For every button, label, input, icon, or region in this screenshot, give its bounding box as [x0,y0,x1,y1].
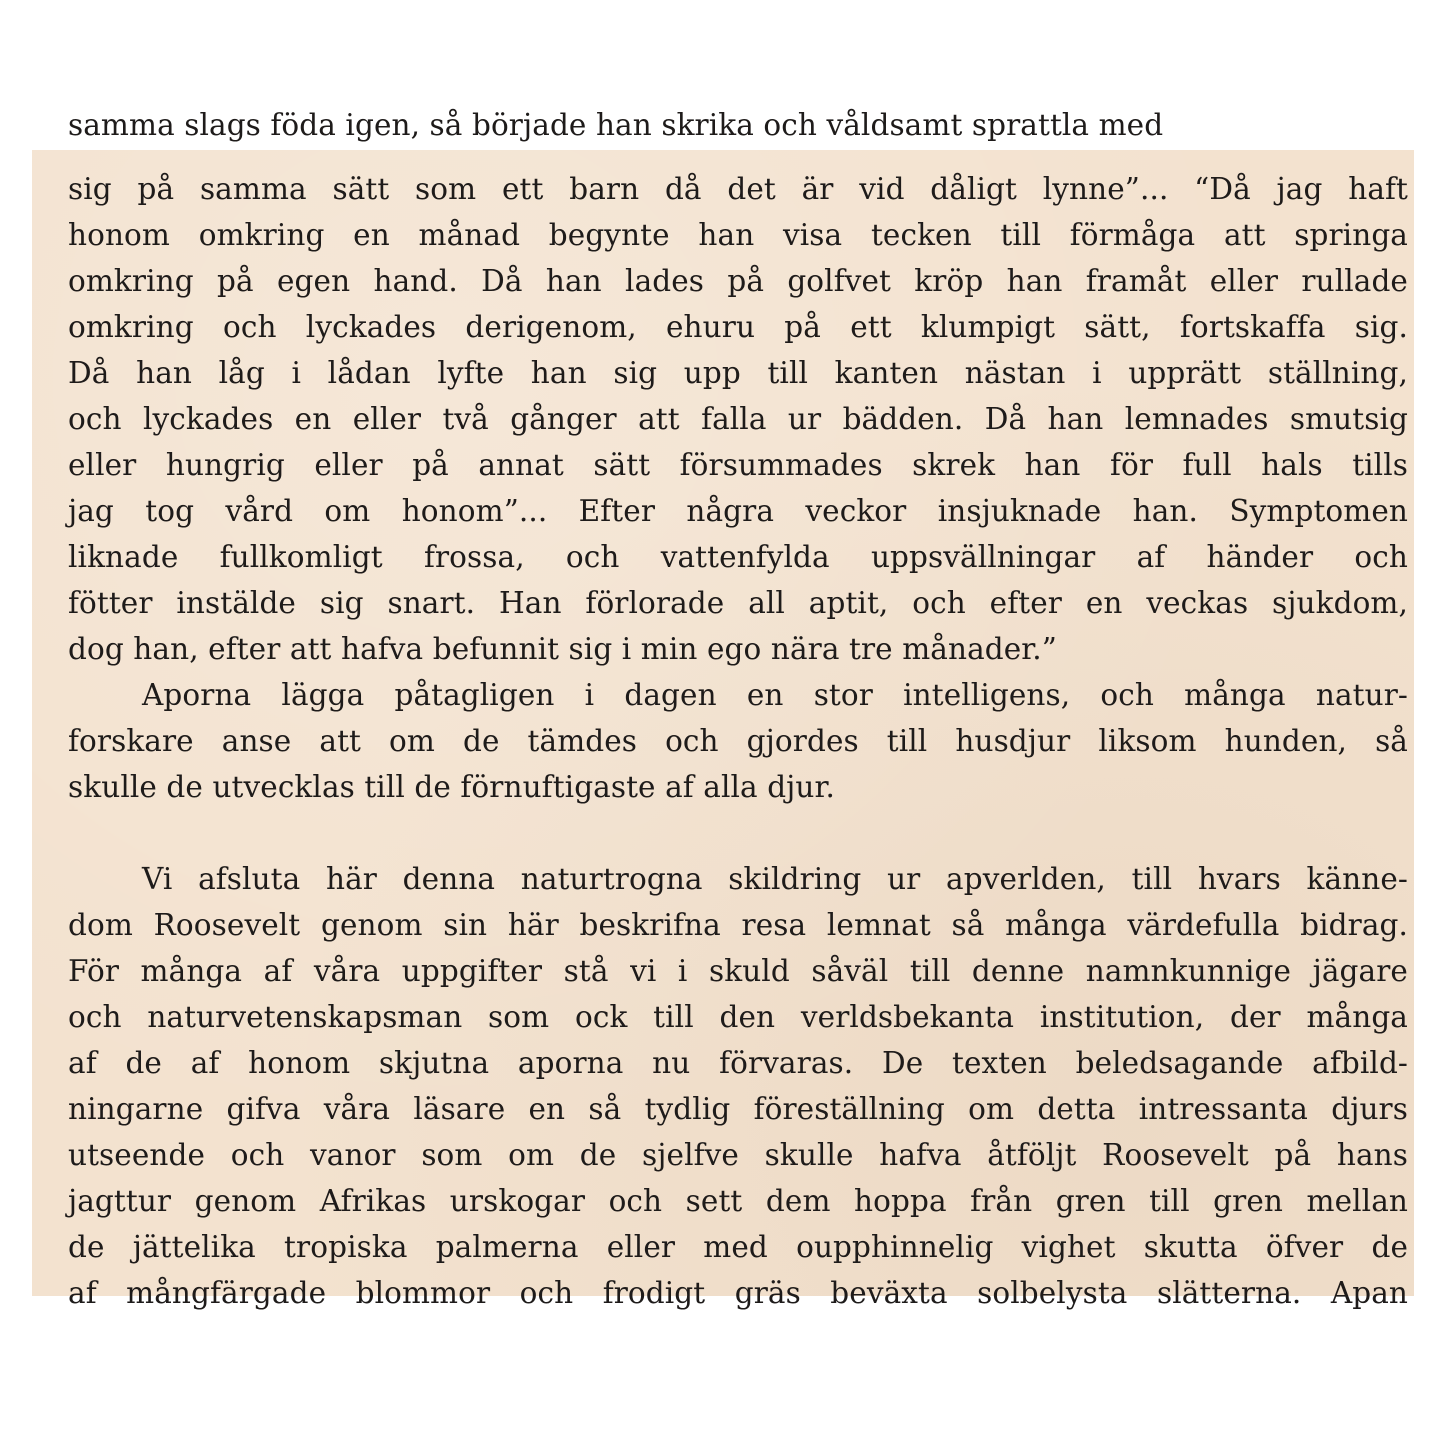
text-line: utseende och vanor som om de sjelfve skulle hafva åtföljt Roosevelt på hans [68,1138,1408,1172]
text-line: liknade fullkomligt frossa, och vattenfylda uppsvällningar af händer och [68,540,1408,574]
text-line: skulle de utvecklas till de förnuftigaste af alla djur. [68,770,835,804]
cut-off-bottom-line: af mångfärgade blommor och frodigt gräs beväxta solbelysta slätterna. Apan [68,1276,1408,1310]
scanned-page [32,108,1414,1310]
text-line: honom omkring en månad begynte han visa tecken till förmåga att springa [68,218,1408,252]
text-line: dom Roosevelt genom sin här beskrifna resa lemnat så många värdefulla bidrag. [68,908,1408,942]
text-line: Aporna lägga påtagligen i dagen en stor intelligens, och många natur- [142,678,1408,712]
text-line: och lyckades en eller två gånger att falla ur bädden. Då han lemnades smutsig [68,402,1408,436]
cut-off-top-line: samma slags föda igen, så började han skrika och våldsamt sprattla med [68,108,1164,142]
text-line: och naturvetenskapsman som ock till den verldsbekanta institution, der många [68,1000,1408,1034]
text-line: af de af honom skjutna aporna nu förvaras. De texten beledsagande afbild- [68,1046,1408,1080]
text-line: jagttur genom Afrikas urskogar och sett dem hoppa från gren till gren mellan [68,1184,1408,1218]
text-line: jag tog vård om honom”... Efter några veckor insjuknade han. Symptomen [68,494,1408,528]
text-line: omkring och lyckades derigenom, ehuru på ett klumpigt sätt, fortskaffa sig. [68,310,1408,344]
text-line: ningarne gifva våra läsare en så tydlig föreställning om detta intressanta djurs [68,1092,1408,1126]
text-line: Då han låg i lådan lyfte han sig upp till kanten nästan i upprätt ställning, [68,356,1408,390]
text-line: dog han, efter att hafva befunnit sig i min ego nära tre månader.” [68,632,1057,666]
text-line: Vi afsluta här denna naturtrogna skildring ur apverlden, till hvars känne- [142,862,1408,896]
text-line: fötter instälde sig snart. Han förlorade all aptit, och efter en veckas sjukdom, [68,586,1408,620]
text-line: eller hungrig eller på annat sätt försummades skrek han för full hals tills [68,448,1408,482]
text-line: För många af våra uppgifter stå vi i skuld såväl till denne namnkunnige jägare [68,954,1408,988]
text-line: de jättelika tropiska palmerna eller med oupphinnelig vighet skutta öfver de [68,1230,1408,1264]
text-line: omkring på egen hand. Då han lades på golfvet kröp han framåt eller rullade [68,264,1408,298]
text-line: sig på samma sätt som ett barn då det är vid dåligt lynne”... “Då jag haft [68,172,1408,206]
text-line: forskare anse att om de tämdes och gjordes till husdjur liksom hunden, så [68,724,1408,758]
